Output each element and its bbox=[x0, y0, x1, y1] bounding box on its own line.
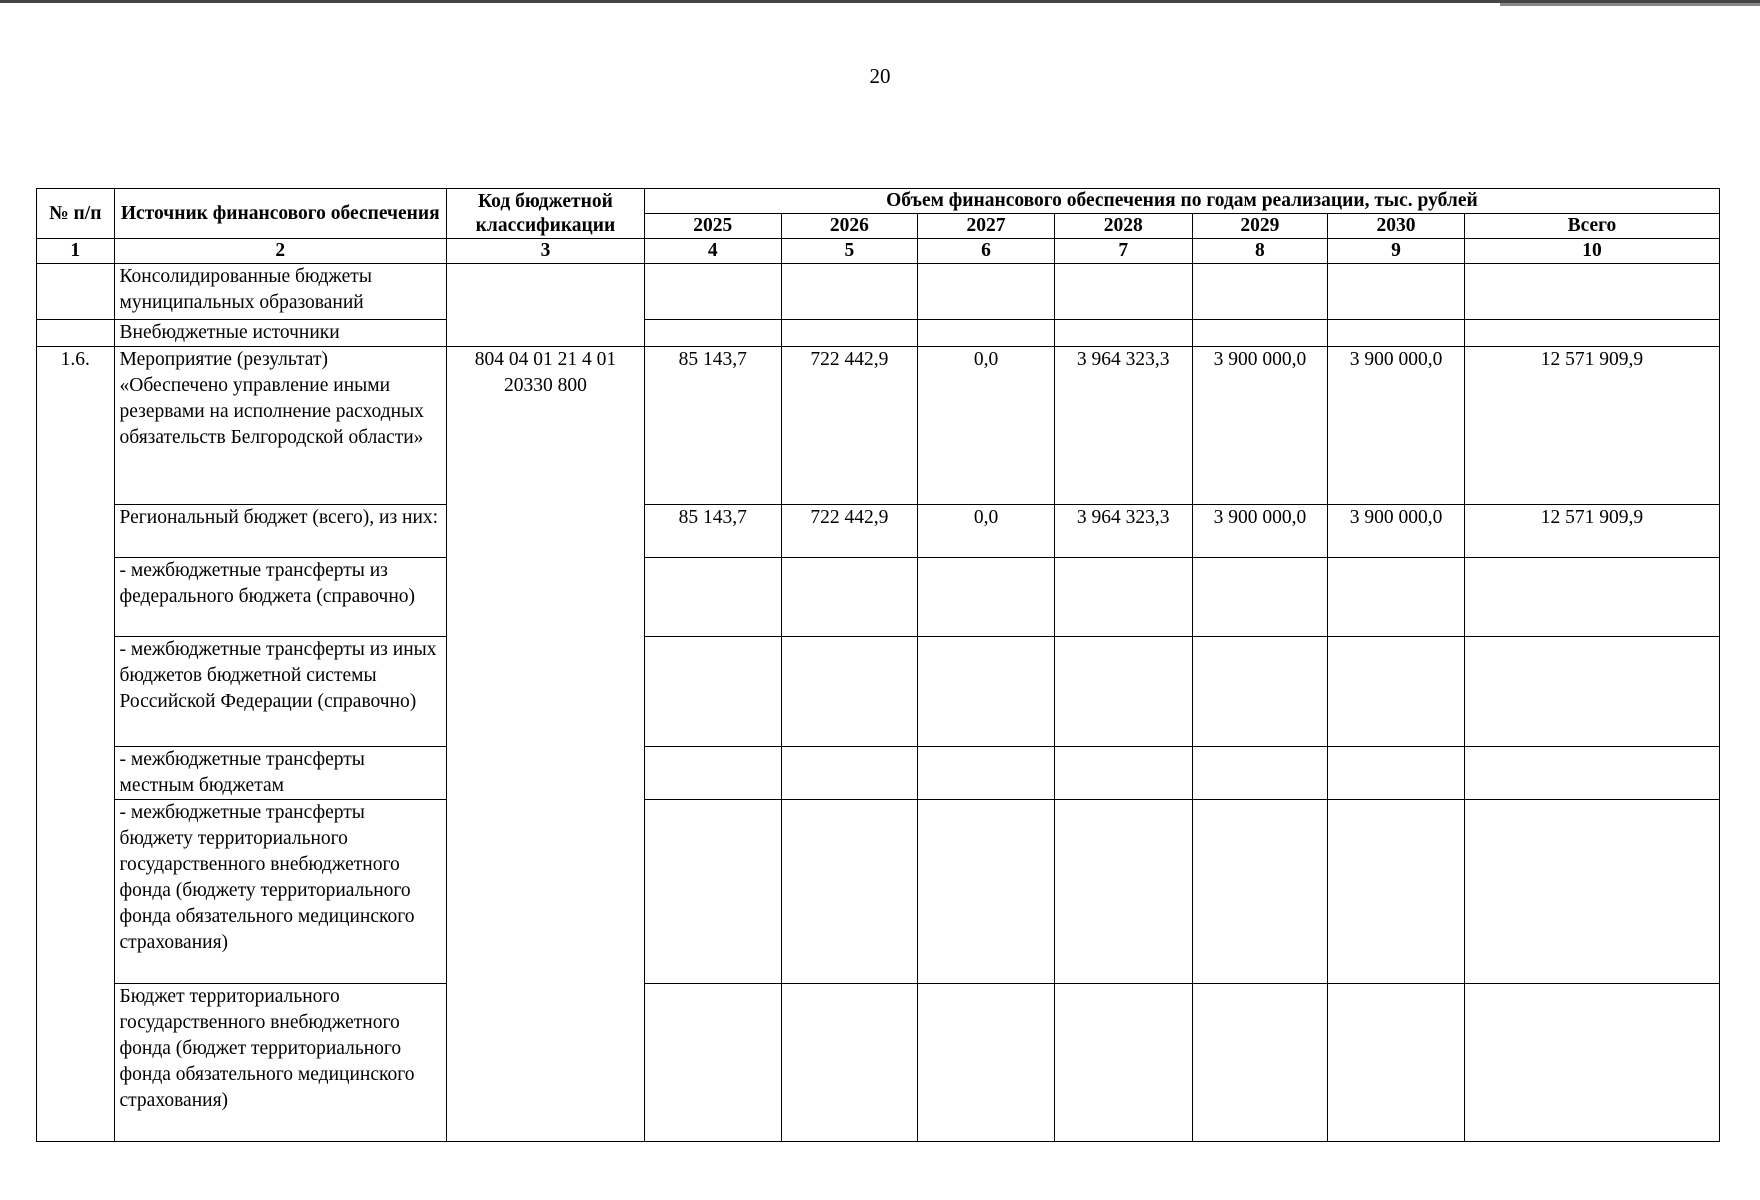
row-total bbox=[1464, 264, 1719, 320]
row-value bbox=[781, 264, 918, 320]
row-value bbox=[918, 320, 1055, 347]
row-source: Внебюджетные источники bbox=[114, 320, 447, 347]
row-value: 3 900 000,0 bbox=[1192, 347, 1328, 505]
row-source: - межбюджетные трансферты из федерального бюджета (справочно) bbox=[114, 558, 447, 637]
row-value bbox=[1054, 800, 1192, 984]
row-value bbox=[1192, 264, 1328, 320]
header-source: Источник финансового обеспечения bbox=[114, 189, 447, 239]
row-value bbox=[918, 747, 1055, 800]
row-value bbox=[1328, 558, 1465, 637]
row-value: 85 143,7 bbox=[644, 505, 781, 558]
row-value bbox=[1328, 264, 1465, 320]
header-total: Всего bbox=[1464, 214, 1719, 239]
row-value bbox=[1192, 984, 1328, 1142]
row-value bbox=[1054, 558, 1192, 637]
row-source: Мероприятие (результат) «Обеспечено управление иными резервами на исполнение расходных обязательств Белгородской области» bbox=[114, 347, 447, 505]
table-row bbox=[37, 320, 1720, 347]
row-total bbox=[1464, 984, 1719, 1142]
row-source: - межбюджетные трансферты из иных бюджетов бюджетной системы Российской Федерации (справочно) bbox=[114, 637, 447, 747]
row-value bbox=[781, 558, 918, 637]
row-total bbox=[1464, 747, 1719, 800]
row-value bbox=[918, 800, 1055, 984]
row-value bbox=[1328, 800, 1465, 984]
row-value: 3 964 323,3 bbox=[1054, 347, 1192, 505]
page-number: 20 bbox=[869, 64, 891, 88]
row-code bbox=[447, 264, 645, 347]
row-source: - межбюджетные трансферты бюджету территориального государственного внебюджетного фонда (бюджету территориального фонда обязательного медицинского страхования) bbox=[114, 800, 447, 984]
row-value bbox=[644, 264, 781, 320]
row-value: 3 900 000,0 bbox=[1192, 505, 1328, 558]
row-value bbox=[644, 984, 781, 1142]
row-source: Бюджет территориального государственного внебюджетного фонда (бюджет территориального фонда обязательного медицинского страхования) bbox=[114, 984, 447, 1142]
scan-top-edge bbox=[0, 0, 1760, 3]
row-value: 722 442,9 bbox=[781, 505, 918, 558]
row-value bbox=[644, 800, 781, 984]
row-num: 1.6. bbox=[37, 347, 115, 1142]
row-value bbox=[781, 637, 918, 747]
header-code: Код бюджетной классификации bbox=[447, 189, 645, 239]
row-value bbox=[781, 747, 918, 800]
table-row bbox=[37, 347, 1720, 505]
row-value bbox=[918, 984, 1055, 1142]
column-number: 7 bbox=[1054, 239, 1192, 264]
column-number: 3 bbox=[447, 239, 645, 264]
row-value bbox=[1192, 800, 1328, 984]
row-value: 3 964 323,3 bbox=[1054, 505, 1192, 558]
column-number: 6 bbox=[918, 239, 1055, 264]
table-row bbox=[37, 558, 1720, 637]
table-row bbox=[37, 800, 1720, 984]
row-source: Региональный бюджет (всего), из них: bbox=[114, 505, 447, 558]
column-numbers-row bbox=[37, 239, 1720, 264]
column-number: 10 bbox=[1464, 239, 1719, 264]
header-year: 2029 bbox=[1192, 214, 1328, 239]
row-total: 12 571 909,9 bbox=[1464, 505, 1719, 558]
row-value bbox=[1192, 747, 1328, 800]
header-year: 2028 bbox=[1054, 214, 1192, 239]
row-value bbox=[1328, 637, 1465, 747]
column-number: 2 bbox=[114, 239, 447, 264]
row-value bbox=[1328, 747, 1465, 800]
table-row bbox=[37, 747, 1720, 800]
row-value bbox=[644, 320, 781, 347]
column-number: 4 bbox=[644, 239, 781, 264]
row-value: 3 900 000,0 bbox=[1328, 347, 1465, 505]
row-value bbox=[644, 558, 781, 637]
row-value bbox=[1192, 558, 1328, 637]
table-row bbox=[37, 637, 1720, 747]
row-value bbox=[781, 800, 918, 984]
scan-top-edge-shadow bbox=[1500, 3, 1760, 6]
row-value: 85 143,7 bbox=[644, 347, 781, 505]
row-value bbox=[1328, 984, 1465, 1142]
row-num bbox=[37, 264, 115, 320]
row-code: 804 04 01 21 4 01 20330 800 bbox=[447, 347, 645, 1142]
row-value bbox=[1054, 264, 1192, 320]
row-value bbox=[1328, 320, 1465, 347]
column-number: 9 bbox=[1328, 239, 1465, 264]
row-value bbox=[1054, 984, 1192, 1142]
row-value: 3 900 000,0 bbox=[1328, 505, 1465, 558]
row-total bbox=[1464, 800, 1719, 984]
row-value: 0,0 bbox=[918, 505, 1055, 558]
row-value bbox=[644, 637, 781, 747]
row-value: 0,0 bbox=[918, 347, 1055, 505]
row-total bbox=[1464, 637, 1719, 747]
header-row-1 bbox=[37, 189, 1720, 214]
column-number: 1 bbox=[37, 239, 115, 264]
row-source: Консолидированные бюджеты муниципальных образований bbox=[114, 264, 447, 320]
row-value bbox=[1192, 637, 1328, 747]
column-number: 8 bbox=[1192, 239, 1328, 264]
row-value bbox=[644, 747, 781, 800]
row-total: 12 571 909,9 bbox=[1464, 347, 1719, 505]
header-year: 2030 bbox=[1328, 214, 1465, 239]
header-volume: Объем финансового обеспечения по годам реализации, тыс. рублей bbox=[644, 189, 1719, 214]
row-value bbox=[1054, 747, 1192, 800]
row-value bbox=[1054, 637, 1192, 747]
row-num bbox=[37, 320, 115, 347]
table-row bbox=[37, 505, 1720, 558]
header-year: 2027 bbox=[918, 214, 1055, 239]
row-value bbox=[918, 637, 1055, 747]
row-value bbox=[781, 320, 918, 347]
row-value bbox=[1054, 320, 1192, 347]
table-row bbox=[37, 264, 1720, 320]
row-source: - межбюджетные трансферты местным бюджетам bbox=[114, 747, 447, 800]
row-value bbox=[918, 264, 1055, 320]
column-number: 5 bbox=[781, 239, 918, 264]
row-total bbox=[1464, 320, 1719, 347]
row-value bbox=[1192, 320, 1328, 347]
financing-table bbox=[36, 188, 1720, 1142]
header-year: 2025 bbox=[644, 214, 781, 239]
header-num: № п/п bbox=[37, 189, 115, 239]
row-value bbox=[781, 984, 918, 1142]
row-value: 722 442,9 bbox=[781, 347, 918, 505]
header-year: 2026 bbox=[781, 214, 918, 239]
table-row bbox=[37, 984, 1720, 1142]
row-total bbox=[1464, 558, 1719, 637]
row-value bbox=[918, 558, 1055, 637]
